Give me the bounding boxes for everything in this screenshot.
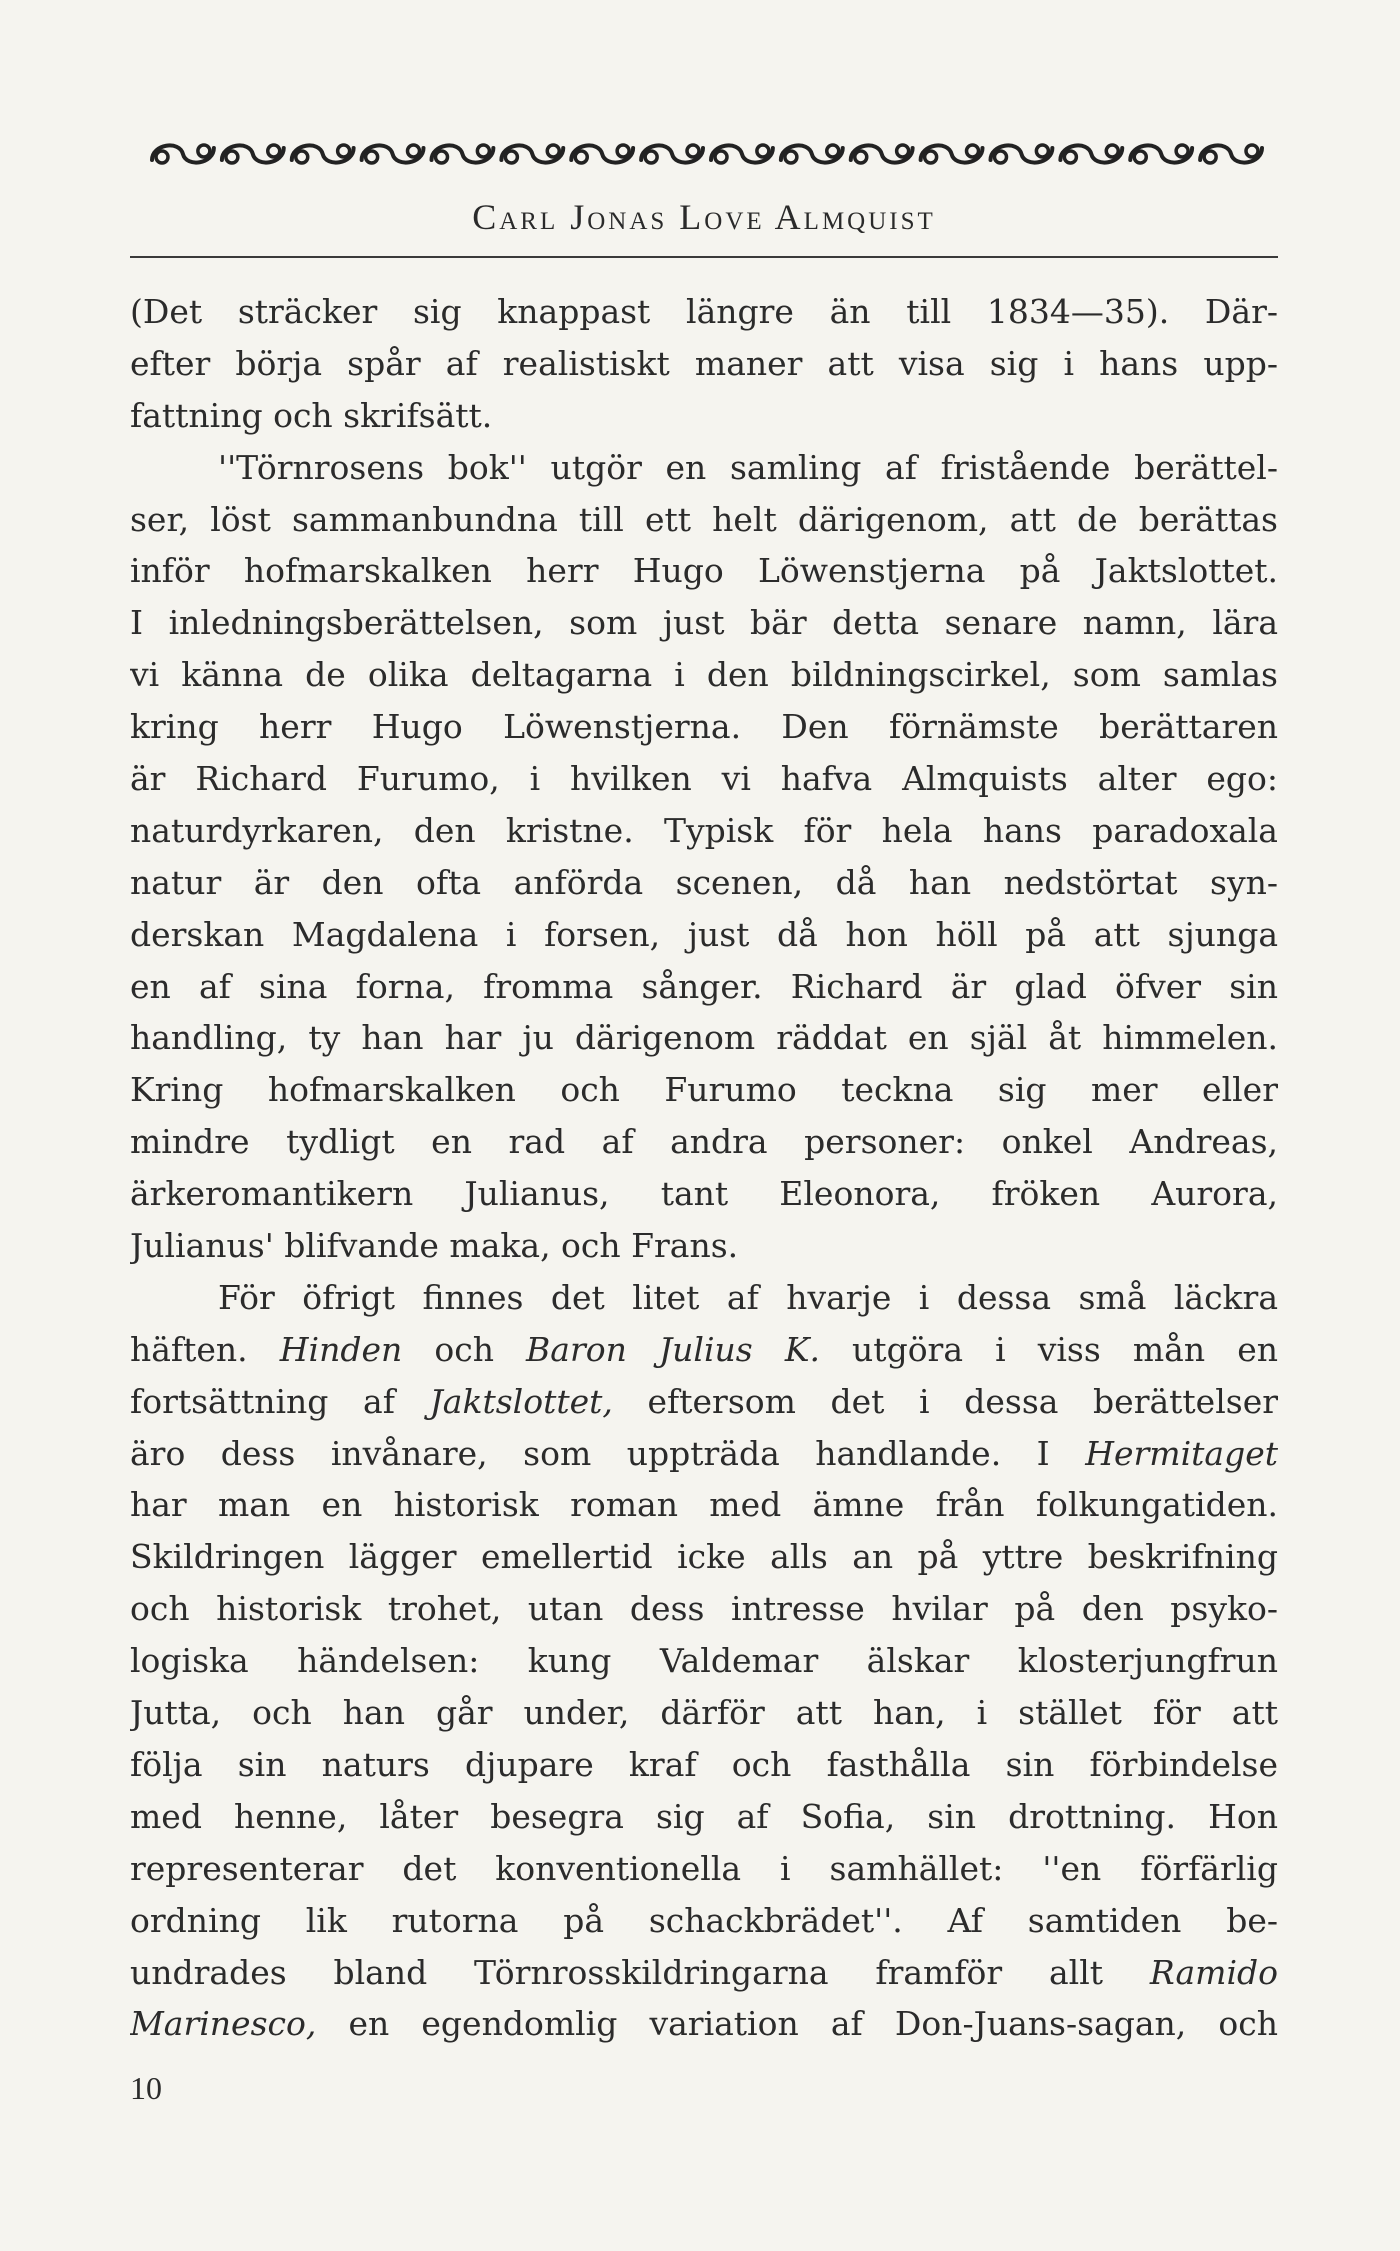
text-line: äro dess invånare, som uppträda handlande. I Hermitaget: [130, 1433, 1278, 1473]
ornament-scroll: [501, 145, 563, 163]
text-line: Jutta, och han går under, därför att han, i stället för att: [130, 1693, 1278, 1733]
text-line: har man en historisk roman med ämne från folkungatiden.: [130, 1485, 1278, 1525]
text-line: (Det sträcker sig knappast längre än till 1834—35). Där-: [130, 292, 1278, 331]
ornament-scroll: [432, 145, 494, 163]
text-line: natur är den ofta anförda scenen, då han nedstörtat syn-: [130, 862, 1278, 902]
italic-title: Jaktslottet,: [429, 1381, 613, 1421]
text-line: Kring hofmarskalken och Furumo teckna sig mer eller: [130, 1070, 1278, 1110]
text-line: och historisk trohet, utan dess intresse hvilar på den psyko-: [130, 1589, 1278, 1629]
body-text: [130, 286, 1278, 2050]
text-line: handling, ty han har ju därigenom räddat en själ åt himmelen.: [130, 1018, 1278, 1058]
text-line: logiska händelsen: kung Valdemar älskar klosterjungfrun: [130, 1641, 1278, 1681]
ornamental-border: [148, 130, 1266, 178]
running-head: Carl Jonas Love Almquist: [472, 197, 936, 237]
text-line: I inledningsberättelsen, som just bär detta senare namn, lära: [130, 603, 1278, 643]
ornament-scroll: [921, 145, 983, 163]
ornament-scroll: [152, 145, 214, 163]
italic-title: Hermitaget: [1085, 1433, 1278, 1473]
italic-title: Hinden: [279, 1329, 403, 1369]
italic-title: Baron Julius K.: [526, 1329, 820, 1369]
text-line: ''Törnrosens bok'' utgör en samling af fristående berättel-: [218, 447, 1278, 487]
text-line: ser, löst sammanbundna till ett helt därigenom, att de berättas: [130, 499, 1278, 539]
text-line: fortsättning af Jaktslottet, eftersom det i dessa berättelser: [130, 1381, 1278, 1421]
text-line: häften. Hinden och Baron Julius K. utgöra i viss mån en: [130, 1329, 1278, 1369]
text-line: mindre tydligt en rad af andra personer: onkel Andreas,: [130, 1122, 1278, 1162]
text-line: Julianus' blifvande maka, och Frans.: [130, 1226, 739, 1266]
text-line: För öfrigt finnes det litet af hvarje i dessa små läckra: [218, 1277, 1278, 1317]
ornament-scroll: [711, 145, 773, 163]
text-line: representerar det konventionella i samhället: ''en förfärlig: [130, 1848, 1278, 1888]
ornament-scroll: [292, 145, 354, 163]
text-line: är Richard Furumo, i hvilken vi hafva Almquists alter ego:: [130, 759, 1278, 799]
ornament-scroll: [991, 145, 1053, 163]
text-line: naturdyrkaren, den kristne. Typisk för hela hans paradoxala: [130, 810, 1278, 850]
text-line: vi känna de olika deltagarna i den bildningscirkel, som samlas: [130, 655, 1278, 695]
text-line: med henne, låter besegra sig af Sofia, sin drottning. Hon: [130, 1796, 1278, 1836]
ornament-scroll: [1200, 145, 1262, 163]
text-line: Marinesco, en egendomlig variation af Don-Juans-sagan, och: [130, 2004, 1278, 2044]
text-line: undrades bland Törnrosskildringarna framför allt Ramido: [130, 1952, 1278, 1992]
ornament-scroll: [222, 145, 284, 163]
text-line: Skildringen lägger emellertid icke alls an på yttre beskrifning: [130, 1537, 1278, 1577]
text-line: derskan Magdalena i forsen, just då hon höll på att sjunga: [130, 914, 1278, 954]
text-line: ärkeromantikern Julianus, tant Eleonora, fröken Aurora,: [130, 1174, 1278, 1214]
ornament-scroll: [851, 145, 913, 163]
ornament-scroll: [641, 145, 703, 163]
header-rule: [130, 256, 1278, 258]
ornament-scroll: [781, 145, 843, 163]
text-line: efter börja spår af realistiskt maner att visa sig i hans upp-: [130, 343, 1278, 383]
ornament-scroll: [1060, 145, 1122, 163]
text-line: följa sin naturs djupare kraf och fasthålla sin förbindelse: [130, 1744, 1278, 1784]
ornament-scroll: [362, 145, 424, 163]
text-line: ordning lik rutorna på schackbrädet''. Af samtiden be-: [130, 1900, 1278, 1940]
ornament-scroll: [1130, 145, 1192, 163]
text-line: fattning och skrifsätt.: [130, 395, 493, 435]
ornament-scroll: [571, 145, 633, 163]
italic-title: Ramido: [1149, 1952, 1278, 1992]
italic-title: Marinesco,: [130, 2004, 317, 2044]
text-line: en af sina forna, fromma sånger. Richard är glad öfver sin: [130, 966, 1278, 1006]
page-number: 10: [130, 2070, 162, 2106]
text-line: inför hofmarskalken herr Hugo Löwenstjerna på Jaktslottet.: [130, 551, 1278, 591]
text-line: kring herr Hugo Löwenstjerna. Den förnämste berättaren: [130, 707, 1278, 747]
